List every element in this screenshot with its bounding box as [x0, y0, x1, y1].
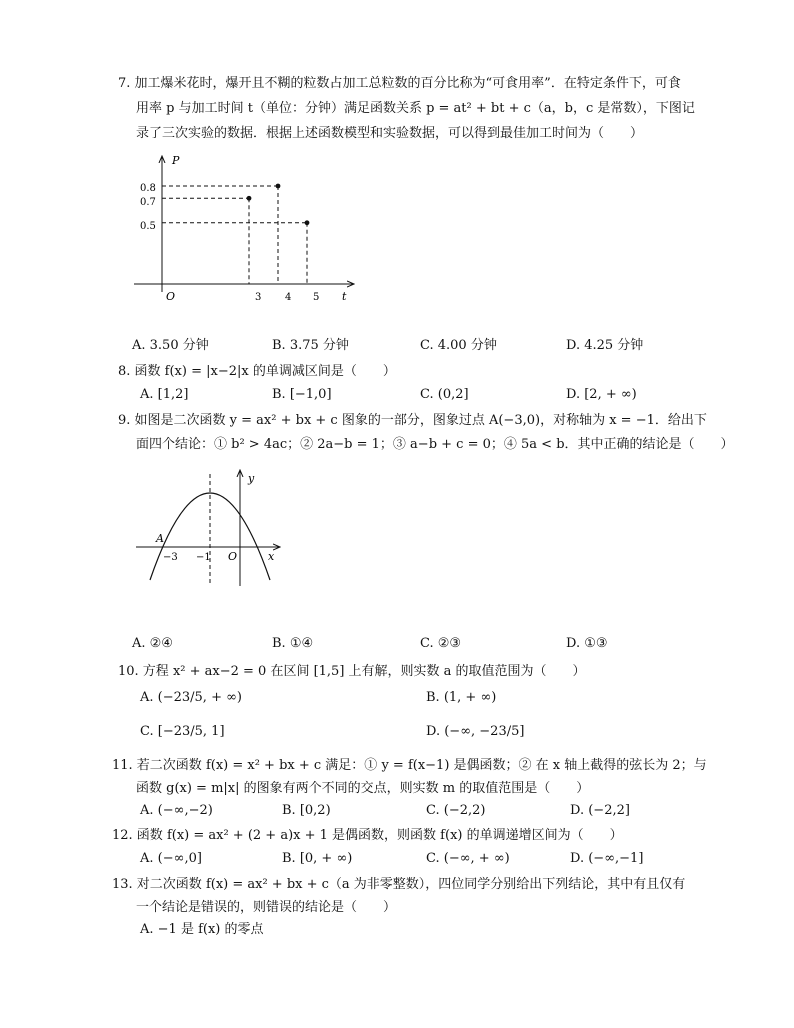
q8-option-a[interactable]: A. [1,2] — [140, 387, 189, 402]
q7-graph — [130, 150, 370, 310]
q9-option-b[interactable]: B. ①④ — [272, 636, 314, 651]
q7-y-label: P — [172, 154, 180, 167]
q9-line-1: 9. 如图是二次函数 y = ax² + bx + c 图象的一部分，图象过点 A(−3,0)，对称轴为 x = −1．给出下 — [118, 413, 707, 428]
q9-option-c[interactable]: C. ②③ — [420, 636, 462, 651]
q11-option-b[interactable]: B. [0,2) — [282, 803, 331, 818]
q7-line-3: 录了三次实验的数据．根据上述函数模型和实验数据，可以得到最佳加工时间为（ ） — [136, 126, 644, 141]
q11-line-1: 11. 若二次函数 f(x) = x² + bx + c 满足：① y = f(x−1) 是偶函数；② 在 x 轴上截得的弦长为 2；与 — [112, 758, 707, 773]
q10-stem: 10. 方程 x² + ax−2 = 0 在区间 [1,5] 上有解，则实数 a 的取值范围为（ ） — [118, 664, 586, 679]
q10-option-d[interactable]: D. (−∞, −23/5] — [426, 724, 525, 739]
q7-xtick-4: 4 — [285, 292, 292, 303]
q9-point-a-label: A — [156, 532, 164, 545]
q9-x-label: x — [268, 550, 275, 563]
q12-option-b[interactable]: B. [0, + ∞) — [282, 851, 353, 866]
q12-stem: 12. 函数 f(x) = ax² + (2 + a)x + 1 是偶函数，则函数 f(x) 的单调递增区间为（ ） — [112, 828, 623, 843]
q7-option-c[interactable]: C. 4.00 分钟 — [420, 338, 497, 353]
q11-option-d[interactable]: D. (−2,2] — [570, 803, 630, 818]
q7-x-label: t — [342, 290, 347, 303]
q7-option-d[interactable]: D. 4.25 分钟 — [566, 338, 644, 353]
q7-data-point-0 — [247, 196, 252, 201]
q13-line-2: 一个结论是错误的，则错误的结论是（ ） — [136, 900, 397, 915]
q7-option-b[interactable]: B. 3.75 分钟 — [272, 338, 349, 353]
q9-origin-label: O — [228, 550, 238, 563]
q7-option-a[interactable]: A. 3.50 分钟 — [132, 338, 209, 353]
q11-option-c[interactable]: C. (−2,2) — [426, 803, 486, 818]
q7-xtick-5: 5 — [313, 292, 320, 303]
q13-option-a[interactable]: A. −1 是 f(x) 的零点 — [140, 922, 264, 937]
q7-ytick-0.5: 0.5 — [140, 221, 156, 232]
q8-option-d[interactable]: D. [2, + ∞) — [566, 387, 637, 402]
q8-option-b[interactable]: B. [−1,0] — [272, 387, 332, 402]
q10-option-a[interactable]: A. (−23/5, + ∞) — [140, 690, 243, 705]
q7-data-point-2 — [305, 220, 310, 225]
q7-ytick-0.8: 0.8 — [140, 183, 156, 194]
q10-option-b[interactable]: B. (1, + ∞) — [426, 690, 497, 705]
q7-line-2: 用率 p 与加工时间 t（单位：分钟）满足函数关系 p = at² + bt + c（a，b，c 是常数），下图记 — [136, 101, 695, 116]
q7-origin-label: O — [166, 290, 176, 303]
q9-xtick-minus1: −1 — [196, 552, 211, 563]
q7-line-1: 7. 加工爆米花时，爆开且不糊的粒数占加工总粒数的百分比称为“可食用率”．在特定条件下，可食 — [118, 76, 681, 91]
q9-xtick-minus3: −3 — [163, 552, 178, 563]
q7-data-point-1 — [276, 184, 281, 189]
q12-option-c[interactable]: C. (−∞, + ∞) — [426, 851, 510, 866]
q8-stem: 8. 函数 f(x) = |x−2|x 的单调减区间是（ ） — [118, 364, 396, 379]
q12-option-d[interactable]: D. (−∞,−1] — [570, 851, 644, 866]
q11-line-2: 函数 g(x) = m|x| 的图象有两个不同的交点，则实数 m 的取值范围是（ ） — [136, 781, 590, 796]
q7-xtick-3: 3 — [255, 292, 262, 303]
q7-ytick-0.7: 0.7 — [140, 197, 156, 208]
q11-option-a[interactable]: A. (−∞,−2) — [140, 803, 213, 818]
q13-line-1: 13. 对二次函数 f(x) = ax² + bx + c（a 为非零整数），四位同学分别给出下列结论，其中有且仅有 — [112, 877, 686, 892]
q9-option-a[interactable]: A. ②④ — [132, 636, 173, 651]
q8-option-c[interactable]: C. (0,2] — [420, 387, 469, 402]
q9-option-d[interactable]: D. ①③ — [566, 636, 608, 651]
q9-graph — [130, 462, 290, 588]
q12-option-a[interactable]: A. (−∞,0] — [140, 851, 202, 866]
q9-y-label: y — [248, 472, 255, 485]
q10-option-c[interactable]: C. [−23/5, 1] — [140, 724, 225, 739]
q9-line-2: 面四个结论：① b² > 4ac；② 2a−b = 1；③ a−b + c = 0；④ 5a < b．其中正确的结论是（ ） — [136, 437, 734, 452]
